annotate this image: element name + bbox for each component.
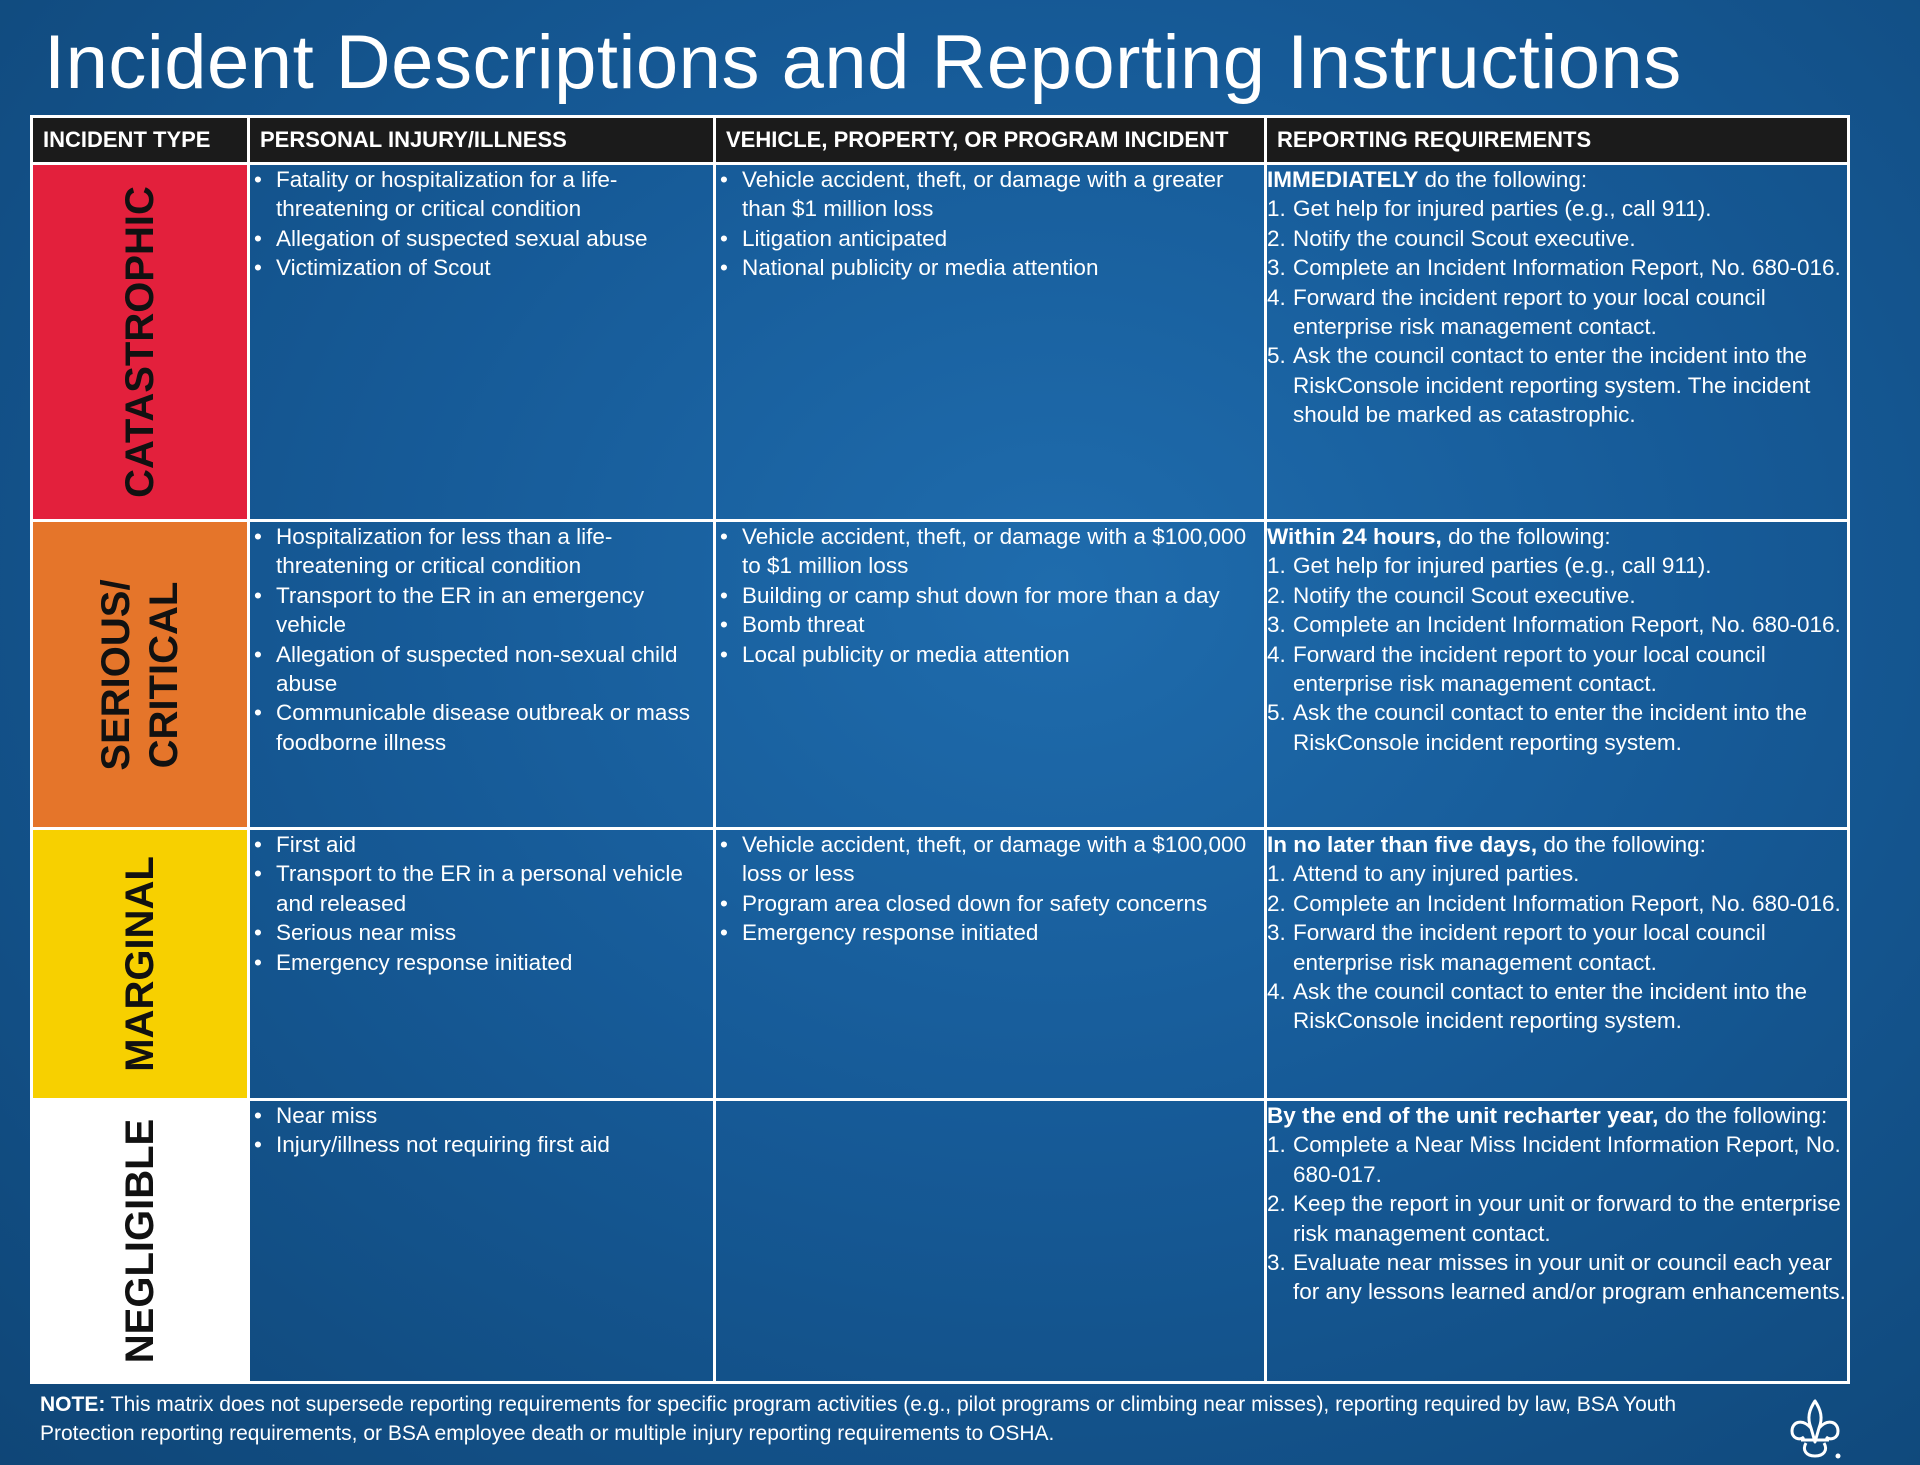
page-title: Incident Descriptions and Reporting Instructions xyxy=(44,20,1682,105)
injury-cell-catastrophic xyxy=(249,164,715,521)
type-cell-catastrophic xyxy=(32,164,249,521)
type-cell-serious-critical xyxy=(32,521,249,829)
list-item: 2. Notify the council Scout executive. xyxy=(1267,225,1636,251)
reporting-cell-negligible xyxy=(1266,1100,1849,1383)
list-item: 3. Forward the incident report to your local council enterprise risk management contact. xyxy=(1267,920,1766,975)
row-serious-critical xyxy=(32,521,1849,829)
list-item: • Vehicle accident, theft, or damage with a $100,000 loss or less xyxy=(716,830,1264,889)
footnote xyxy=(40,1390,1740,1448)
header-personal-injury: PERSONAL INJURY/ILLNESS xyxy=(249,117,715,164)
list-item: • Bomb threat xyxy=(716,610,1264,639)
type-cell-marginal xyxy=(32,829,249,1100)
header-row xyxy=(32,117,1849,164)
list-item: • Program area closed down for safety concerns xyxy=(716,889,1264,918)
list-item: • Allegation of suspected sexual abuse xyxy=(250,224,713,253)
injury-cell-serious-critical xyxy=(249,521,715,829)
list-item: • Emergency response initiated xyxy=(250,948,713,977)
list-item: • Transport to the ER in a personal vehicle and released xyxy=(250,859,713,918)
list-item: • National publicity or media attention xyxy=(716,253,1264,282)
header-reporting-requirements: REPORTING REQUIREMENTS xyxy=(1266,117,1849,164)
list-item: 1. Get help for injured parties (e.g., call 911). xyxy=(1267,553,1712,579)
list-item: • Vehicle accident, theft, or damage with a greater than $1 million loss xyxy=(716,165,1264,224)
reporting-cell-marginal xyxy=(1266,829,1849,1100)
list-item: • Allegation of suspected non-sexual child abuse xyxy=(250,640,713,699)
list-item: 2. Notify the council Scout executive. xyxy=(1267,582,1636,608)
type-label-serious-critical: SERIOUS/ CRITICAL xyxy=(94,578,186,771)
type-cell-negligible xyxy=(32,1100,249,1383)
row-negligible xyxy=(32,1100,1849,1383)
list-item: • Serious near miss xyxy=(250,918,713,947)
incident-matrix xyxy=(30,115,1850,1384)
list-item: 2. Keep the report in your unit or forward to the enterprise risk management contact. xyxy=(1267,1191,1841,1246)
list-item: 1. Get help for injured parties (e.g., call 911). xyxy=(1267,196,1712,222)
list-item: 5. Ask the council contact to enter the incident into the RiskConsole incident reporting system. The incident should be marked as catastrophic. xyxy=(1267,343,1811,428)
header-vehicle-property: VEHICLE, PROPERTY, OR PROGRAM INCIDENT xyxy=(715,117,1266,164)
injury-cell-negligible xyxy=(249,1100,715,1383)
header-incident-type: INCIDENT TYPE xyxy=(32,117,249,164)
list-item: • Near miss xyxy=(250,1101,713,1130)
reporting-cell-serious-critical xyxy=(1266,521,1849,829)
reporting-heading: IMMEDIATELY do the following: xyxy=(1267,167,1588,192)
list-item: 3. Evaluate near misses in your unit or council each year for any lessons learned and/or program enhancements. xyxy=(1267,1250,1846,1305)
list-item: 4. Forward the incident report to your local council enterprise risk management contact. xyxy=(1267,641,1766,697)
vehicle-cell-negligible xyxy=(715,1100,1266,1383)
injury-cell-marginal xyxy=(249,829,715,1100)
list-item: • Transport to the ER in an emergency vehicle xyxy=(250,581,713,640)
list-item: 1. Attend to any injured parties. xyxy=(1267,861,1580,887)
reporting-heading: In no later than five days, do the following: xyxy=(1267,832,1706,857)
vehicle-cell-marginal xyxy=(715,829,1266,1100)
list-item: 5. Ask the council contact to enter the incident into the RiskConsole incident reporting system. xyxy=(1267,700,1808,755)
list-item: • Building or camp shut down for more than a day xyxy=(716,581,1264,610)
list-item: • Communicable disease outbreak or mass foodborne illness xyxy=(250,698,713,757)
list-item: • Local publicity or media attention xyxy=(716,640,1264,669)
vehicle-cell-serious-critical xyxy=(715,521,1266,829)
reporting-heading: By the end of the unit recharter year, do the following: xyxy=(1267,1103,1828,1128)
footnote-text: This matrix does not supersede reporting requirements for specific program activities (e.g., pilot programs or climbing near misses), reporting required by law, BSA Youth Protection reporting requirements, or BSA employee death or multiple injury reporting requirements to OSHA. xyxy=(40,1393,1677,1445)
list-item: • Fatality or hospitalization for a life-threatening or critical condition xyxy=(250,165,713,224)
list-item: 3. Complete an Incident Information Report, No. 680-016. xyxy=(1267,612,1841,638)
list-item: • Vehicle accident, theft, or damage with a $100,000 to $1 million loss xyxy=(716,522,1264,581)
row-marginal xyxy=(32,829,1849,1100)
type-label-negligible: NEGLIGIBLE xyxy=(118,1118,162,1364)
footnote-label: NOTE: xyxy=(40,1393,106,1416)
reporting-cell-catastrophic xyxy=(1266,164,1849,521)
list-item: • Emergency response initiated xyxy=(716,918,1264,947)
list-item: • Injury/illness not requiring first aid xyxy=(250,1130,713,1159)
type-label-marginal: MARGINAL xyxy=(118,856,162,1072)
list-item: • First aid xyxy=(250,830,713,859)
list-item: • Victimization of Scout xyxy=(250,253,713,282)
list-item: • Litigation anticipated xyxy=(716,224,1264,253)
list-item: 1. Complete a Near Miss Incident Information Report, No. 680-017. xyxy=(1267,1132,1841,1187)
list-item: 3. Complete an Incident Information Report, No. 680-016. xyxy=(1267,255,1841,281)
vehicle-cell-catastrophic xyxy=(715,164,1266,521)
row-catastrophic xyxy=(32,164,1849,521)
reporting-heading: Within 24 hours, do the following: xyxy=(1267,524,1611,549)
list-item: • Hospitalization for less than a life-threatening or critical condition xyxy=(250,522,713,581)
list-item: 4. Ask the council contact to enter the incident into the RiskConsole incident reporting system. xyxy=(1267,979,1808,1034)
list-item: 4. Forward the incident report to your local council enterprise risk management contact. xyxy=(1267,284,1766,340)
type-label-catastrophic: CATASTROPHIC xyxy=(118,186,162,498)
list-item: 2. Complete an Incident Information Report, No. 680-016. xyxy=(1267,890,1841,916)
fleur-de-lis-icon xyxy=(1786,1398,1844,1460)
